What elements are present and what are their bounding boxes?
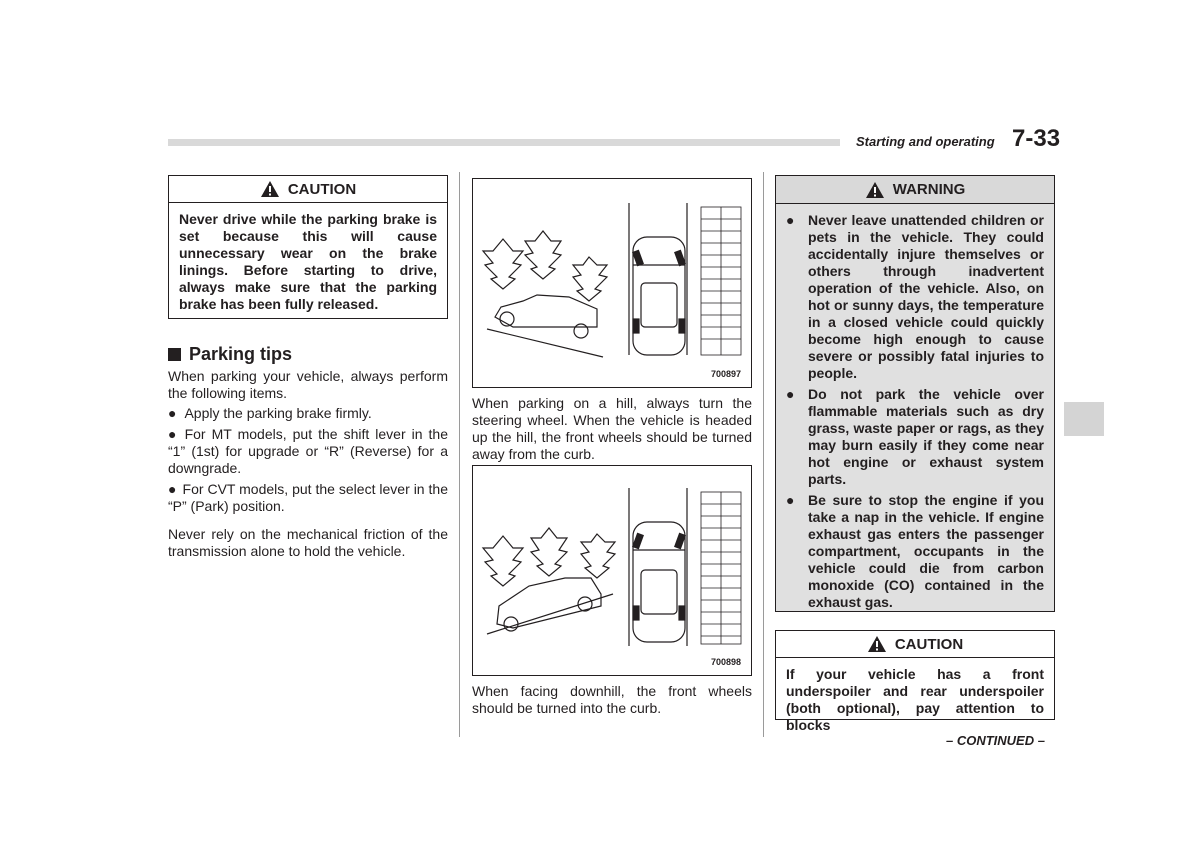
caution-body — [168, 203, 448, 319]
header-rule — [168, 139, 840, 146]
section-title: Starting and operating — [856, 134, 995, 149]
list-item — [168, 481, 448, 515]
figure-downhill — [472, 465, 752, 676]
figure-uphill — [472, 178, 752, 388]
bullet-dot: ● — [168, 426, 179, 442]
parking-tips-body — [168, 368, 448, 560]
list-item-text: Be sure to stop the engine if you take a nap in the vehicle. If engine exhaust gas enters the passenger compartment, occupants in the vehicle could die from carbon monoxide (CO) contained in the exhaust gas. — [808, 492, 1044, 610]
list-item-text: Never leave unattended children or pets in the vehicle. They could accidentally injure themselves or others through inadvertent operation of the vehicle. Also, on hot or sunny days, the temperature in a closed vehicle could quickly become high enough to cause severe or possibly fatal injuries to people. — [808, 212, 1044, 381]
warning-triangle-icon — [867, 635, 887, 653]
caution-body-2 — [775, 658, 1055, 733]
bullet-dot: ● — [168, 481, 177, 497]
continued-label: – CONTINUED – — [946, 733, 1045, 748]
figure-caption: When parking on a hill, always turn the steering wheel. When the vehicle is headed up the hill, the front wheels should be turned away from the curb. — [472, 395, 752, 462]
caution-header-2 — [775, 630, 1055, 658]
list-item — [782, 386, 1044, 488]
bullet-dot: ● — [168, 405, 177, 421]
chapter-tab — [1064, 402, 1104, 436]
bullet-dot: ● — [786, 212, 795, 228]
caution-label: CAUTION — [287, 180, 357, 198]
downhill-parking-illustration — [473, 466, 751, 675]
list-item — [168, 426, 448, 477]
list-item — [782, 492, 1044, 611]
bullet-dot: ● — [786, 492, 795, 508]
bullet-dot: ● — [786, 386, 795, 402]
warning-body — [775, 204, 1055, 612]
caution-text-2: If your vehicle has a front underspoiler and rear underspoiler (both optional), pay attention to blocks — [786, 666, 1044, 733]
caution-text: Never drive while the parking brake is set because this will cause unnecessary wear on the brake linings. Before starting to drive, always make sure that the parking brake has been fully released. — [179, 211, 437, 312]
parking-tips-heading: Parking tips — [189, 344, 293, 364]
warning-header — [775, 175, 1055, 204]
warning-triangle-icon — [865, 181, 885, 199]
list-item-text: Apply the parking brake firmly. — [184, 405, 372, 421]
parking-intro: When parking your vehicle, always perform the following items. — [168, 368, 448, 401]
list-item — [782, 212, 1044, 382]
warning-triangle-icon — [260, 180, 280, 198]
list-item-text: For MT models, put the shift lever in the “1” (1st) for upgrade or “R” (Reverse) for a downgrade. — [168, 426, 448, 476]
list-item-text: For CVT models, put the select lever in the “P” (Park) position. — [168, 481, 448, 514]
caution-header — [168, 175, 448, 203]
caution-label-2: CAUTION — [894, 635, 964, 653]
parking-note: Never rely on the mechanical friction of the transmission alone to hold the vehicle. — [168, 526, 448, 559]
warning-label: WARNING — [892, 181, 966, 198]
section-heading — [168, 344, 453, 365]
figure-number: 700898 — [710, 657, 741, 667]
figure-number: 700897 — [710, 369, 741, 379]
column-divider-2 — [763, 172, 764, 737]
page-number: 7-33 — [1012, 125, 1061, 152]
column-divider-1 — [459, 172, 460, 737]
square-bullet-icon — [168, 348, 181, 361]
list-item-text: Do not park the vehicle over flammable materials such as dry grass, waste paper or rags, as they may burn easily if they come near hot engine or exhaust system parts. — [808, 386, 1044, 487]
figure-caption: When facing downhill, the front wheels should be turned into the curb. — [472, 683, 752, 716]
uphill-parking-illustration — [473, 179, 751, 387]
list-item — [168, 405, 448, 422]
